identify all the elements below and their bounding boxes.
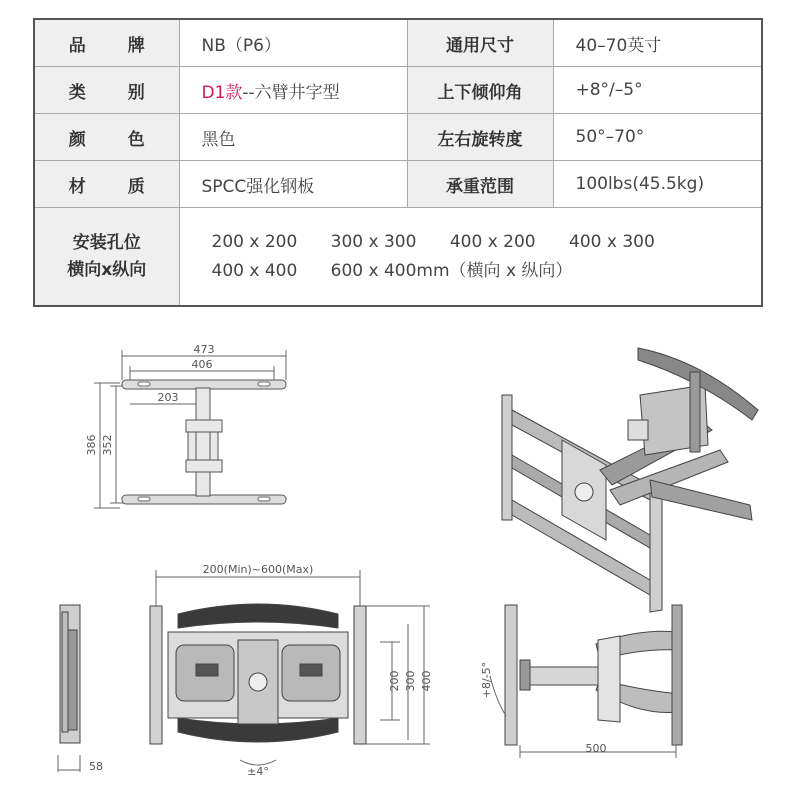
hole-400x400: 400 x 400: [211, 260, 298, 281]
value-brand: NB（P6）: [179, 19, 407, 67]
label-swivel: 左右旋转度: [407, 114, 553, 161]
side-view-left-drawing: [58, 605, 80, 772]
label-color: 颜 色: [34, 114, 179, 161]
value-tilt: +8°/–5°: [553, 67, 762, 114]
dim-tilt: +8/-5°: [480, 661, 493, 699]
dim-rotate: ±4°: [247, 765, 269, 778]
label-tilt: 上下倾仰角: [407, 67, 553, 114]
dim-range: 200(Min)~600(Max): [202, 563, 314, 576]
dim-386: 386: [85, 434, 98, 456]
dim-203: 203: [157, 391, 179, 404]
dim-500: 500: [585, 742, 607, 755]
value-color: 黑色: [179, 114, 407, 161]
label-type: 类 别: [34, 67, 179, 114]
hole-600x400: 600 x 400mm（横向 x 纵向）: [330, 260, 573, 281]
value-size: 40–70英寸: [553, 19, 762, 67]
value-type: D1款--六臂井字型: [179, 67, 407, 114]
dim-400: 400: [420, 670, 433, 692]
bottom-front-view-drawing: [150, 570, 430, 765]
label-mount: 安装孔位 横向x纵向: [34, 208, 179, 307]
hole-300x300: 300 x 300: [330, 231, 417, 252]
dim-200: 200: [388, 670, 401, 692]
dim-58: 58: [89, 760, 103, 773]
dim-300: 300: [404, 670, 417, 692]
dim-406: 406: [191, 358, 213, 371]
value-swivel: 50°–70°: [553, 114, 762, 161]
front-view-drawing: [94, 350, 286, 508]
value-material: SPCC强化钢板: [179, 161, 407, 208]
value-load: 100lbs(45.5kg): [553, 161, 762, 208]
label-load: 承重范围: [407, 161, 553, 208]
hole-400x200: 400 x 200: [449, 231, 536, 252]
dim-352: 352: [101, 434, 114, 456]
label-size: 通用尺寸: [407, 19, 553, 67]
label-brand: 品 牌: [34, 19, 179, 67]
extended-side-view-drawing: [490, 605, 682, 758]
hole-200x200: 200 x 200: [211, 231, 298, 252]
hole-400x300: 400 x 300: [569, 231, 655, 252]
isometric-view-drawing: [502, 348, 758, 612]
label-material: 材 质: [34, 161, 179, 208]
dim-473: 473: [193, 343, 215, 356]
